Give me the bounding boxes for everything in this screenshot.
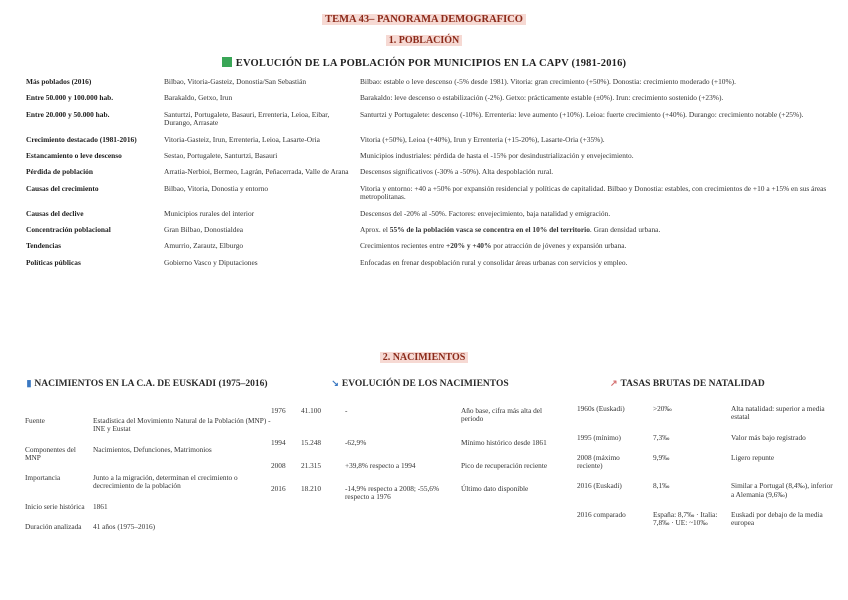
table-row: [22, 414, 274, 443]
table-row: [22, 500, 274, 520]
description-text: Barakaldo: leve descenso o estabilización (-2%). Getxo: prácticamente estable (±0%). Irun: crecimiento sostenido (+23%).: [360, 93, 724, 103]
row-period: 2016 (Euskadi): [577, 481, 622, 491]
row-places: Sestao, Portugalete, Santurtzi, Basauri: [164, 151, 278, 161]
table-row: [268, 459, 568, 482]
row-description: [356, 90, 842, 106]
row-value: Nacimientos, Defunciones, Matrimonios: [93, 444, 212, 454]
row-change: -14,9% respecto a 2008; -55,6% respecto a 1976: [345, 484, 440, 502]
evolucion-nacimientos-table: [268, 404, 568, 514]
row-rate: >20‰: [653, 404, 672, 413]
green-square-icon: [222, 57, 232, 67]
row-value: 1861: [93, 501, 108, 511]
table-row: [22, 520, 274, 540]
description-text: por atracción de jóvenes y expansión urbana.: [491, 241, 627, 251]
row-places: Barakaldo, Getxo, Irun: [164, 93, 233, 103]
table-row: [574, 431, 836, 451]
emphasis-text: +20% y +40%: [445, 241, 492, 251]
description-text: Descensos significativos (-30% a -50%). Alta despoblación rural.: [360, 167, 554, 177]
row-births: 41.100: [301, 406, 322, 415]
description-text: Municipios industriales: pérdida de hasta el -15% por desindustrialización y envejecimiento.: [360, 151, 634, 161]
description-text: Santurtzi y Portugalete: descenso (-10%). Errenteria: leve aumento (+10%). Leioa: fuerte crecimiento (+40%). Durango: crecimiento notable (+25%).: [360, 109, 804, 119]
row-key: Políticas públicas: [26, 257, 81, 267]
tasas-natalidad-title: ↗ TASAS BRUTAS DE NATALIDAD: [610, 378, 765, 389]
row-change: -: [345, 406, 348, 415]
row-key: Más poblados (2016): [26, 77, 92, 86]
row-label: Duración analizada: [25, 522, 82, 532]
description-text: . Gran densidad urbana.: [589, 225, 661, 235]
emphasis-text: 55% de la población vasca se concentra en el 10% del territorio: [389, 225, 590, 235]
poblacion-table: [22, 74, 842, 271]
table-row: [574, 508, 836, 537]
row-rate: 9,9‰: [653, 452, 670, 462]
row-note: Valor más bajo registrado: [731, 432, 806, 442]
row-key: Tendencias: [26, 241, 62, 251]
table-row: [574, 479, 836, 508]
row-births: 18.210: [301, 484, 322, 494]
row-rate: España: 8,7‰ · Italia: 7,8‰ · UE: ~10‰: [653, 510, 718, 528]
row-description: [356, 255, 842, 271]
row-note: Alta natalidad: superior a media estatal: [731, 404, 825, 422]
row-note: Similar a Portugal (8,4‰), inferior a Alemania (9,6‰): [731, 481, 833, 499]
table-row: [22, 238, 842, 254]
trend-down-icon: ↘: [331, 378, 339, 388]
row-description: [356, 206, 842, 222]
row-key: Concentración poblacional: [26, 225, 111, 235]
row-places: Bilbao, Vitoria-Gasteiz, Donostia/San Sebastián: [164, 77, 307, 86]
row-label: Fuente: [25, 416, 45, 425]
row-places: Amurrio, Zarautz, Elburgo: [164, 241, 244, 251]
row-description: [356, 132, 842, 148]
table-row: [268, 404, 568, 436]
row-year: 2008: [271, 460, 286, 470]
description-text: Vitoria y entorno: +40 a +50% por expansión residencial y políticas de capitalidad. Bilbao y Donostia: estables, con crecimientos de +10 a +15% en sus áreas metropolitanas.: [360, 183, 827, 202]
row-period: 2008 (máximo reciente): [577, 452, 620, 471]
description-text: Crecimientos recientes entre: [360, 241, 446, 251]
row-rate: 8,1‰: [653, 481, 670, 491]
description-text: Enfocadas en frenar despoblación rural y consolidar áreas urbanas con servicios y empleo.: [360, 257, 628, 267]
row-places: Bilbao, Vitoria, Donostia y entorno: [164, 183, 269, 193]
row-value: Junto a la migración, determinan el crecimiento o decrecimiento de la población: [93, 473, 238, 491]
row-description: [356, 148, 842, 164]
section-title-nacimientos: 2. NACIMIENTOS: [0, 352, 848, 363]
description-text: Aprox. el: [360, 225, 390, 235]
row-description: [356, 74, 842, 90]
row-key: Entre 50.000 y 100.000 hab.: [26, 93, 114, 103]
row-year: 2016: [271, 484, 286, 494]
subtitle-evolucion-poblacion: EVOLUCIÓN DE LA POBLACIÓN POR MUNICIPIOS EN LA CAPV (1981-2016): [0, 57, 848, 69]
row-key: Causas del crecimiento: [26, 183, 99, 193]
row-description: [356, 222, 842, 238]
table-row: [574, 451, 836, 480]
tasas-natalidad-table: [574, 402, 836, 537]
trend-up-icon: ↗: [610, 378, 618, 388]
table-row: [22, 471, 274, 500]
row-label: Componentes del MNP: [25, 444, 76, 462]
row-value: Estadística del Movimiento Natural de la Población (MNP) - INE y Eustat: [93, 416, 271, 434]
row-label: Importancia: [25, 473, 61, 483]
row-note: Ligero repunte: [731, 452, 775, 462]
table-row: [22, 181, 842, 206]
table-row: [22, 132, 842, 148]
row-key: Crecimiento destacado (1981-2016): [26, 134, 137, 144]
table-row: [22, 148, 842, 164]
row-value: 41 años (1975–2016): [93, 522, 156, 532]
table-row: [268, 436, 568, 459]
row-places: Gran Bilbao, Donostialdea: [164, 225, 244, 235]
table-row: [22, 74, 842, 90]
row-note: Último dato disponible: [461, 484, 529, 494]
row-rate: 7,3‰: [653, 432, 670, 442]
row-births: 15.248: [301, 437, 322, 447]
row-note: Mínimo histórico desde 1861: [461, 437, 547, 447]
nacimientos-euskadi-title: ▮ NACIMIENTOS EN LA C.A. DE EUSKADI (1975–2016): [26, 378, 268, 389]
row-change: +39,8% respecto a 1994: [345, 460, 416, 470]
row-period: 2016 comparado: [577, 510, 626, 520]
row-births: 21.315: [301, 460, 322, 470]
nacimientos-euskadi-table: [22, 414, 274, 540]
document-title: TEMA 43– PANORAMA DEMOGRAFICO: [0, 14, 848, 25]
table-row: [22, 255, 842, 271]
row-places: Santurtzi, Portugalete, Basauri, Errenteria, Leioa, Eibar, Durango, Arrasate: [164, 109, 330, 128]
table-row: [22, 443, 274, 472]
description-text: Bilbao: estable o leve descenso (-5% desde 1981). Vitoria: gran crecimiento (+50%). Donostia: crecimiento moderado (+10%).: [360, 77, 736, 86]
row-places: Gobierno Vasco y Diputaciones: [164, 257, 258, 267]
row-places: Arratia-Nerbioi, Bermeo, Lagrán, Peñacerrada, Valle de Arana: [164, 167, 349, 177]
row-year: 1976: [271, 406, 286, 415]
table-row: [574, 402, 836, 431]
row-key: Entre 20.000 y 50.000 hab.: [26, 109, 110, 119]
bar-chart-icon: ▮: [26, 378, 32, 388]
row-description: [356, 238, 842, 254]
evolucion-nacimientos-title: ↘ EVOLUCIÓN DE LOS NACIMIENTOS: [331, 378, 509, 389]
row-note: Euskadi por debajo de la media europea: [731, 510, 823, 528]
row-places: Municipios rurales del interior: [164, 208, 255, 218]
table-row: [22, 107, 842, 132]
row-description: [356, 181, 842, 206]
row-note: Año base, cifra más alta del periodo: [461, 406, 543, 424]
section-title-poblacion: 1. POBLACIÓN: [0, 35, 848, 46]
row-period: 1960s (Euskadi): [577, 404, 625, 413]
table-row: [22, 206, 842, 222]
table-row: [22, 90, 842, 106]
row-key: Pérdida de población: [26, 167, 93, 177]
row-change: -62,9%: [345, 437, 367, 447]
row-note: Pico de recuperación reciente: [461, 460, 548, 470]
row-period: 1995 (mínimo): [577, 432, 621, 442]
description-text: Vitoria (+50%), Leioa (+40%), Irun y Errenteria (+15-20%), Lasarte-Oria (+35%).: [360, 134, 605, 144]
row-description: [356, 164, 842, 180]
row-places: Vitoria-Gasteiz, Irun, Errenteria, Leioa, Lasarte-Oria: [164, 134, 320, 144]
table-row: [22, 164, 842, 180]
row-label: Inicio serie histórica: [25, 501, 85, 511]
description-text: Descensos del -20% al -50%. Factores: envejecimiento, baja natalidad y emigración.: [360, 208, 611, 218]
row-key: Estancamiento o leve descenso: [26, 151, 122, 161]
table-row: [268, 482, 568, 514]
row-year: 1994: [271, 437, 286, 447]
row-key: Causas del declive: [26, 208, 84, 218]
row-description: [356, 107, 842, 132]
table-row: [22, 222, 842, 238]
